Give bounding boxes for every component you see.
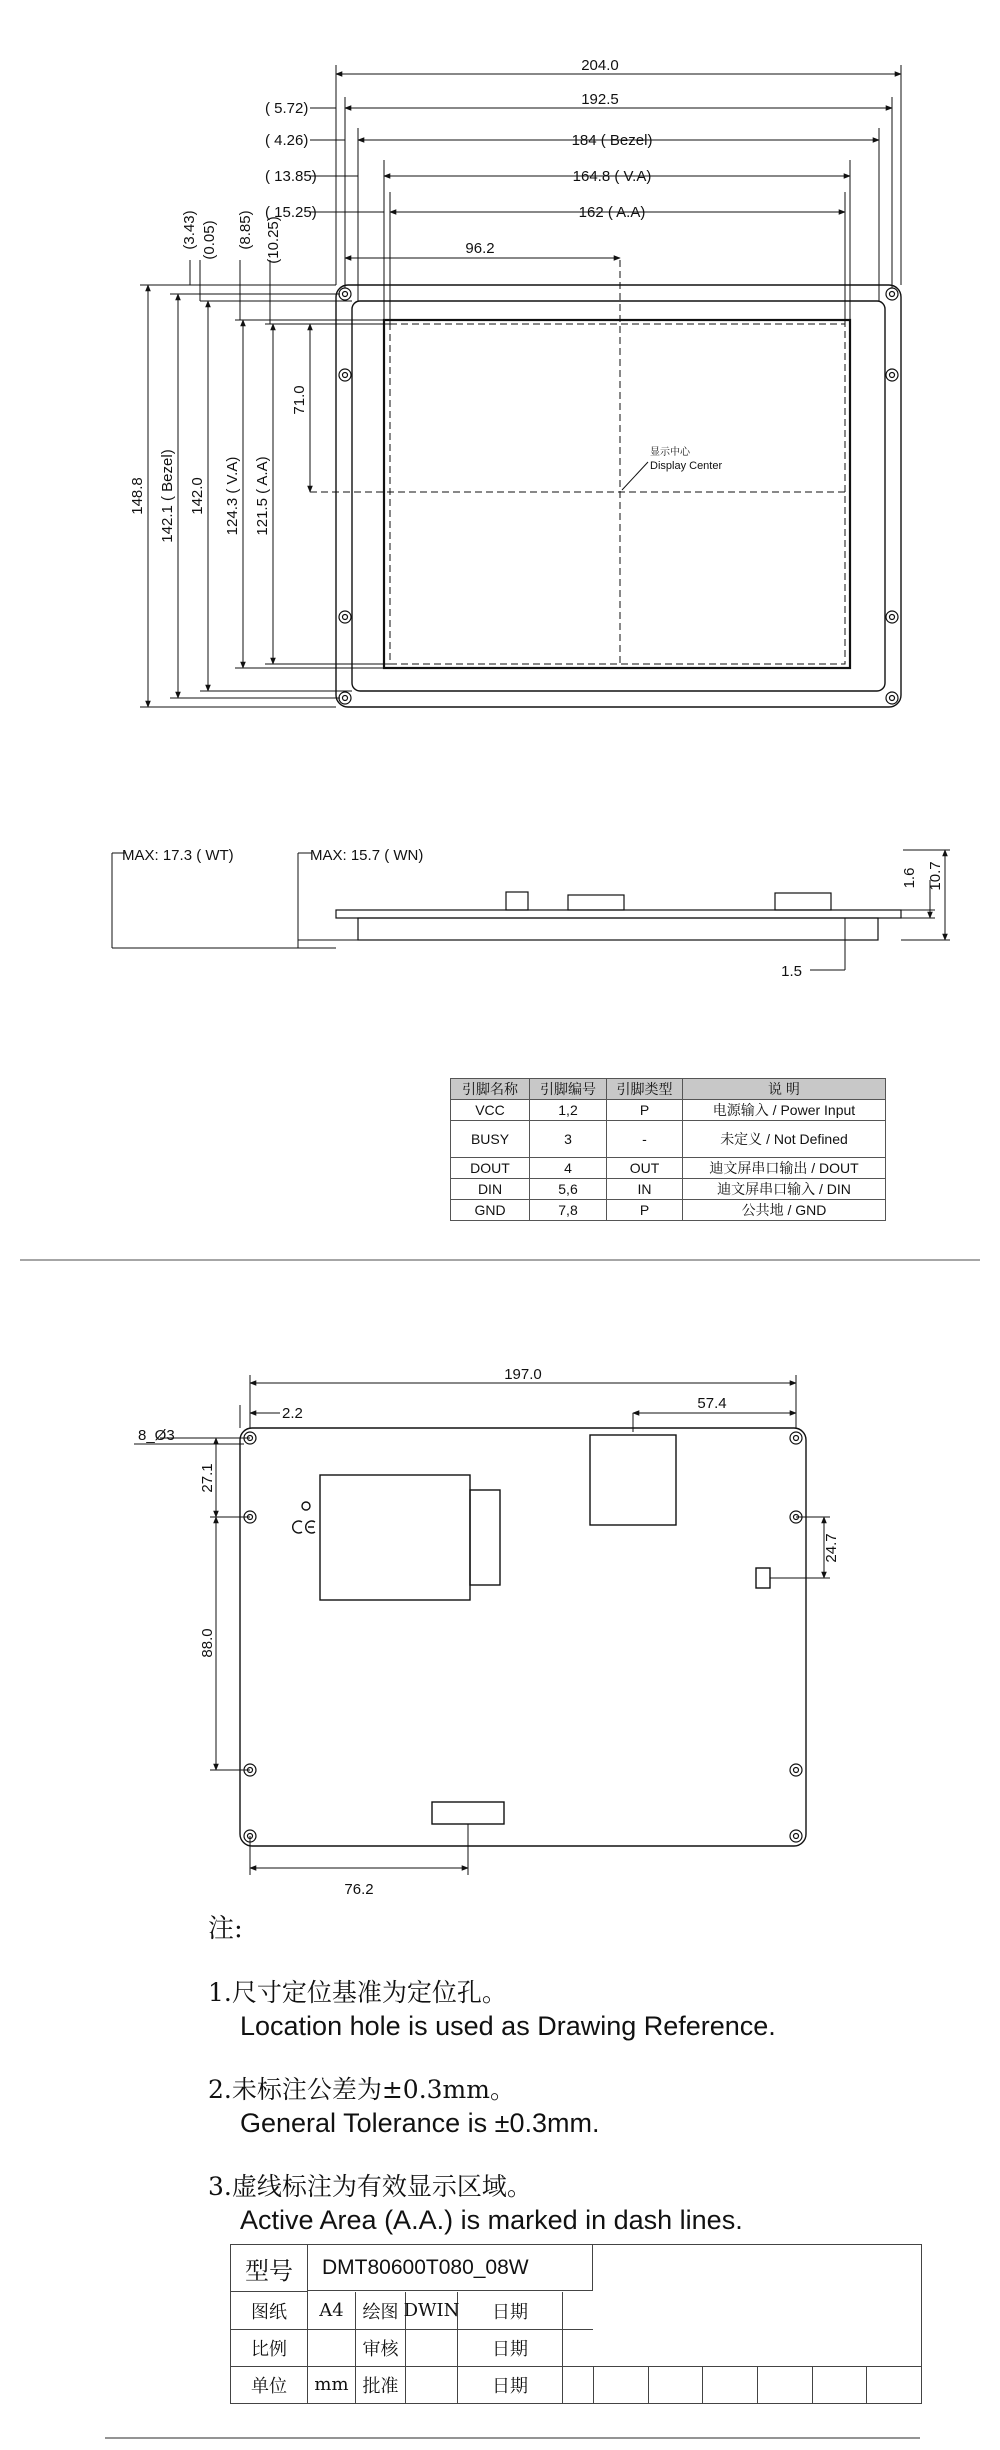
pin-cell: -: [607, 1121, 683, 1158]
notes: [208, 1908, 908, 2236]
title-block-row: [231, 2292, 593, 2330]
side-dim-10-7: 10.7: [927, 861, 944, 891]
ce-mark: [293, 1502, 315, 1533]
pin-cell: 4: [530, 1158, 607, 1179]
tb-cell: 批准: [356, 2366, 406, 2403]
side-back: [358, 918, 878, 940]
dim-center-x: 96.2: [465, 240, 495, 257]
back-hole-spec: 8_Ø3: [138, 1427, 175, 1444]
pin-cell: VCC: [451, 1100, 530, 1121]
dim-offset-aa: ( 15.25): [265, 204, 317, 221]
tb-cell: 比例: [231, 2329, 308, 2366]
back-view: [134, 1375, 830, 1875]
note-en: Location hole is used as Drawing Reference.: [240, 2011, 776, 2041]
back-holes: [244, 1432, 802, 1842]
back-dim-88-0: 88.0: [199, 1628, 216, 1658]
dim-overall-height: 148.8: [129, 477, 146, 515]
display-center-en: Display Center: [650, 460, 723, 472]
note-item: [208, 2070, 908, 2139]
table-row: [451, 1179, 886, 1200]
pin-cell: P: [607, 1100, 683, 1121]
pin-table: [450, 1078, 886, 1221]
front-holes: [339, 288, 898, 704]
dim-offset-outline: ( 5.72): [265, 100, 309, 117]
pin-cell: IN: [607, 1179, 683, 1200]
side-panel: [336, 910, 901, 918]
pin-header-number: 引脚编号: [530, 1079, 607, 1100]
tb-cell: A4: [308, 2292, 356, 2329]
dim-va-width: 164.8 ( V.A): [572, 168, 652, 185]
table-row: [451, 1158, 886, 1179]
side-dim-1-5: 1.5: [781, 963, 802, 980]
pin-header-name: 引脚名称: [451, 1079, 530, 1100]
tb-cell: 日期: [458, 2329, 563, 2366]
model-value: DMT80600T080_08W: [308, 2245, 593, 2291]
tb-cell: 单位: [231, 2366, 308, 2403]
active-area: [390, 324, 845, 664]
tb-cell: 绘图: [356, 2292, 406, 2329]
title-block: [230, 2244, 922, 2404]
back-dim-width: 197.0: [504, 1366, 542, 1383]
back-dim-24-7: 24.7: [823, 1533, 840, 1563]
dim-overall-width: 204.0: [581, 57, 619, 74]
back-dim-hole-offset: 2.2: [282, 1405, 303, 1422]
dim-offset-c: (8.85): [237, 210, 254, 250]
side-component-2: [568, 895, 624, 910]
side-dim-1-6: 1.6: [901, 867, 918, 889]
note-item: [208, 2167, 908, 2236]
side-component-1: [506, 892, 528, 910]
viewing-area: [384, 320, 850, 668]
back-dim-76-2: 76.2: [344, 1881, 374, 1898]
back-ic-side: [470, 1490, 500, 1585]
tb-cell: DWIN: [406, 2292, 458, 2329]
back-speaker-connector: [756, 1568, 770, 1588]
pin-cell: 3: [530, 1121, 607, 1158]
pin-header-desc: 说 明: [683, 1079, 886, 1100]
pin-cell: GND: [451, 1200, 530, 1221]
display-center-leader: [622, 462, 648, 490]
back-connector: [432, 1802, 504, 1824]
pin-cell: 5,6: [530, 1179, 607, 1200]
pin-table-header: [451, 1079, 886, 1100]
pin-cell: OUT: [607, 1158, 683, 1179]
back-sd-slot: [590, 1435, 676, 1525]
back-view-labels: [138, 1366, 840, 1898]
dim-offset-b: (0.05): [201, 220, 218, 260]
pin-cell: DIN: [451, 1179, 530, 1200]
note-en: General Tolerance is ±0.3mm.: [240, 2108, 600, 2138]
tb-cell: 审核: [356, 2329, 406, 2366]
dim-offset-d: (10.25): [265, 216, 282, 264]
dim-offset-va: ( 13.85): [265, 168, 317, 185]
tb-cell: 日期: [458, 2292, 563, 2329]
pin-cell: 公共地 / GND: [683, 1200, 886, 1221]
front-view: [140, 65, 901, 707]
tb-cell: [406, 2329, 458, 2366]
dim-height-142: 142.0: [189, 477, 206, 515]
back-dim-57-4: 57.4: [697, 1395, 727, 1412]
side-component-3: [775, 893, 831, 910]
pin-cell: 迪文屏串口输入 / DIN: [683, 1179, 886, 1200]
pin-cell: 迪文屏串口输出 / DOUT: [683, 1158, 886, 1179]
notes-title: 注:: [208, 1914, 243, 1944]
tb-cell: mm: [308, 2366, 356, 2403]
front-bezel: [352, 301, 885, 691]
front-outline: [336, 285, 901, 707]
front-view-labels: [129, 57, 722, 543]
pin-cell: 电源输入 / Power Input: [683, 1100, 886, 1121]
title-block-row: [231, 2366, 593, 2403]
side-max-wn: MAX: 15.7 ( WN): [310, 847, 424, 864]
title-block-empty-cells: [593, 2366, 921, 2403]
tb-cell: 日期: [458, 2366, 563, 2403]
pin-cell: 1,2: [530, 1100, 607, 1121]
side-view: [112, 850, 950, 970]
note-en: Active Area (A.A.) is marked in dash lines.: [240, 2205, 743, 2235]
note-zh: 2.未标注公差为±0.3mm。: [208, 2075, 515, 2104]
pin-cell: BUSY: [451, 1121, 530, 1158]
dim-aa-width: 162 ( A.A): [578, 204, 646, 221]
tb-cell: [406, 2366, 458, 2403]
back-ic-block: [320, 1475, 470, 1600]
back-board: [240, 1428, 806, 1846]
model-label: 型号: [231, 2245, 308, 2292]
back-dim-27-1: 27.1: [199, 1463, 216, 1493]
note-item: [208, 1973, 908, 2042]
dim-offset-a: (3.43): [181, 210, 198, 250]
side-max-wt: MAX: 17.3 ( WT): [122, 847, 234, 864]
dim-offset-bezel: ( 4.26): [265, 132, 309, 149]
pin-header-type: 引脚类型: [607, 1079, 683, 1100]
title-block-row: [231, 2329, 593, 2367]
dim-center-y: 71.0: [291, 385, 308, 415]
pin-cell: 7,8: [530, 1200, 607, 1221]
note-zh: 3.虚线标注为有效显示区域。: [208, 2172, 532, 2201]
dim-va-height: 124.3 ( V.A): [224, 456, 241, 536]
dim-bezel-height: 142.1 ( Bezel): [159, 449, 176, 543]
tb-cell: [308, 2329, 356, 2366]
display-center-zh: 显示中心: [650, 447, 690, 458]
dim-bezel-width-label: 184 ( Bezel): [571, 132, 653, 149]
dim-aa-height: 121.5 ( A.A): [254, 456, 271, 536]
pin-cell: 未定义 / Not Defined: [683, 1121, 886, 1158]
table-row: [451, 1121, 886, 1158]
table-row: [451, 1200, 886, 1221]
table-row: [451, 1100, 886, 1121]
pin-cell: DOUT: [451, 1158, 530, 1179]
note-zh: 1.尺寸定位基准为定位孔。: [208, 1978, 507, 2007]
tb-cell: 图纸: [231, 2292, 308, 2329]
pin-cell: P: [607, 1200, 683, 1221]
side-view-labels: [122, 847, 944, 980]
dim-bezel-width-value: 192.5: [581, 91, 619, 108]
